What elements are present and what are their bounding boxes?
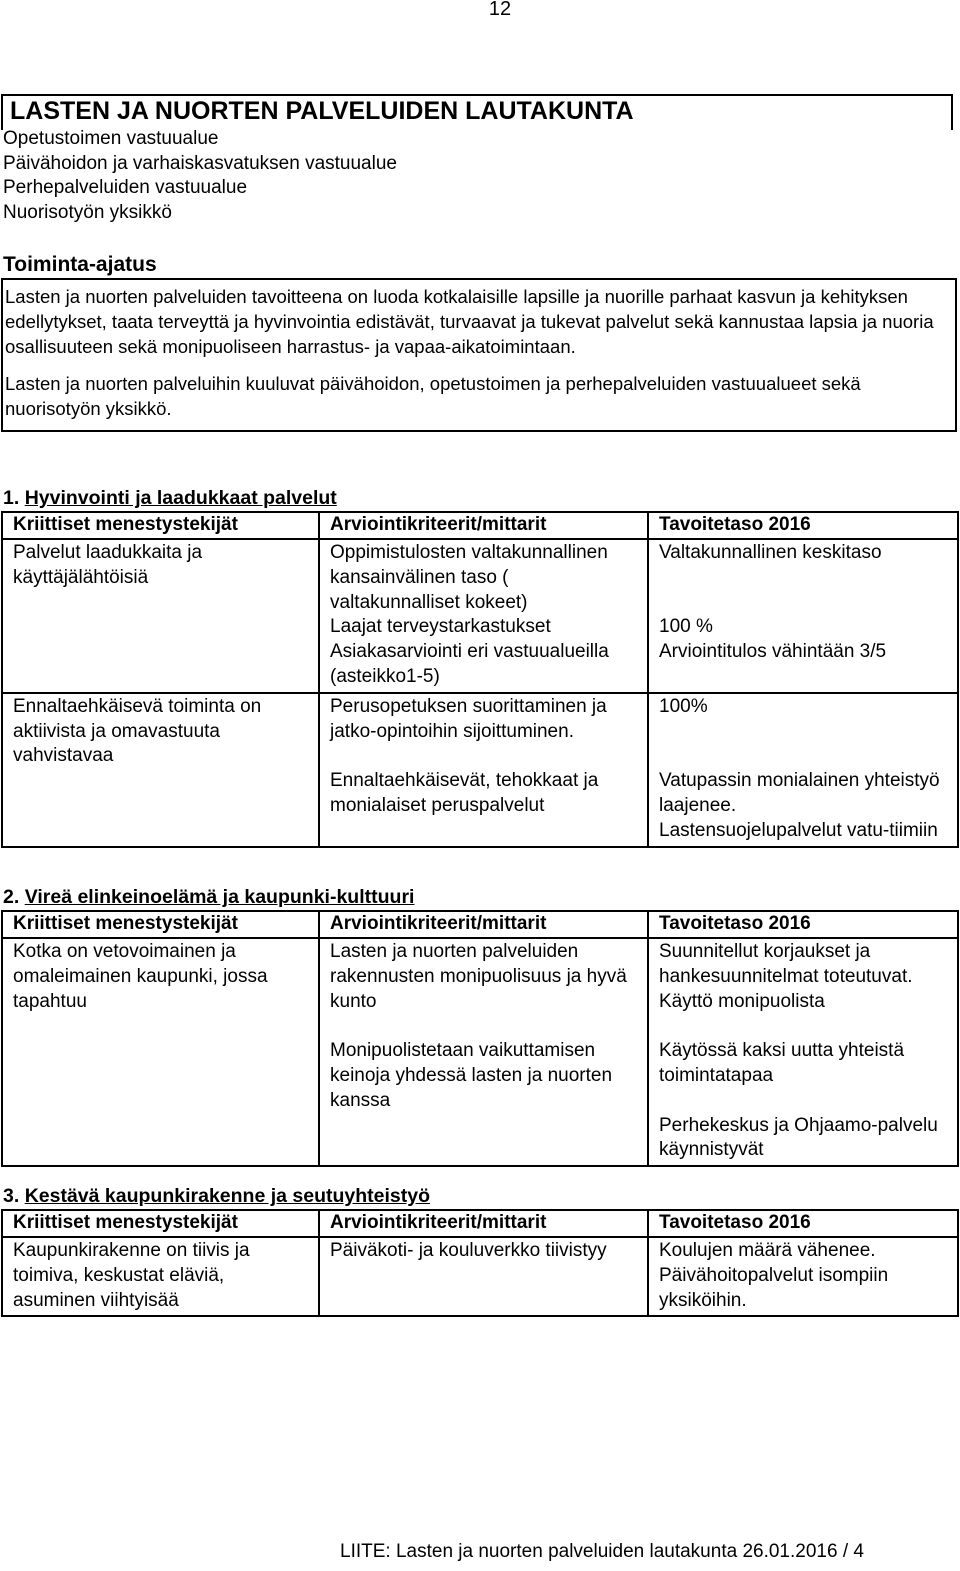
cell-factor: Kotka on vetovoimainen ja omaleimainen kaupunki, jossa tapahtuu xyxy=(2,938,319,1166)
table-row xyxy=(2,1237,958,1316)
header-critical-factors: Kriittiset menestystekijät xyxy=(2,512,319,539)
footer-note: LIITE: Lasten ja nuorten palveluiden lautakunta 26.01.2016 / 4 xyxy=(340,1541,864,1562)
target-item: Arviointitulos vähintään 3/5 xyxy=(659,641,887,663)
cell-criteria xyxy=(319,938,648,1166)
section-1-title xyxy=(3,486,337,510)
header-criteria: Arviointikriteerit/mittarit xyxy=(319,512,648,539)
criteria-item: Oppimistulosten valtakunnallinen kansainvälinen taso ( valtakunnalliset kokeet) xyxy=(330,542,608,613)
table-row xyxy=(2,938,958,1166)
cell-target xyxy=(648,539,958,693)
header-target: Tavoitetaso 2016 xyxy=(648,512,958,539)
section-3-title xyxy=(3,1184,430,1208)
target-item: Suunnitellut korjaukset ja hankesuunnitelmat toteutuvat. xyxy=(659,941,913,987)
toiminta-ajatus-heading: Toiminta-ajatus xyxy=(3,253,157,276)
section-1-name: Hyvinvointi ja laadukkaat palvelut xyxy=(24,487,337,509)
cell-target: Koulujen määrä vähenee. Päivähoitopalvelut isompiin yksiköihin. xyxy=(648,1237,958,1316)
table-header-row xyxy=(2,1210,958,1237)
table-row xyxy=(2,693,958,847)
header-critical-factors: Kriittiset menestystekijät xyxy=(2,911,319,938)
header-target: Tavoitetaso 2016 xyxy=(648,1210,958,1237)
unit-item: Opetustoimen vastuualue xyxy=(3,128,219,149)
unit-item: Päivähoidon ja varhaiskasvatuksen vastuualue xyxy=(3,152,397,174)
section-3-name: Kestävä kaupunkirakenne ja seutuyhteistyö xyxy=(24,1185,431,1207)
toiminta-ajatus-paragraph-1: Lasten ja nuorten palveluiden tavoitteena on luoda kotkalaisille lapsille ja nuorille parhaat kasvun ja kehityksen edellytykset, taata terveyttä ja hyvinvointia edistävät, turvaavat ja tukevat palvelut sekä kannustaa lapsia ja nuoria osallisuuteen sekä monipuoliseen harrastus- ja vapaa-aikatoimintaan. xyxy=(5,286,934,357)
section-2-table xyxy=(1,910,959,1167)
cell-criteria: Päiväkoti- ja kouluverkko tiivistyy xyxy=(319,1237,648,1316)
target-item: Käytössä kaksi uutta yhteistä toimintatapaa xyxy=(659,1040,905,1086)
target-item: Perhekeskus ja Ohjaamo-palvelu käynnistyvät xyxy=(659,1114,938,1161)
section-1-table xyxy=(1,511,959,848)
cell-criteria xyxy=(319,539,648,693)
page-title: LASTEN JA NUORTEN PALVELUIDEN LAUTAKUNTA xyxy=(10,97,634,125)
unit-item: Nuorisotyön yksikkö xyxy=(3,201,172,223)
section-3-table xyxy=(1,1209,959,1317)
target-item: 100% xyxy=(659,695,708,717)
criteria-item: Monipuolistetaan vaikuttamisen keinoja yhdessä lasten ja nuorten kanssa xyxy=(330,1040,613,1111)
target-item: Vatupassin monialainen yhteistyö laajenee. xyxy=(659,770,940,816)
cell-factor: Ennaltaehkäisevä toiminta on aktiivista ja omavastuuta vahvistavaa xyxy=(2,693,319,847)
header-criteria: Arviointikriteerit/mittarit xyxy=(319,911,648,938)
target-item: 100 % xyxy=(659,616,713,638)
table-header-row xyxy=(2,911,958,938)
criteria-item: Laajat terveystarkastukset xyxy=(330,616,551,638)
toiminta-ajatus-box xyxy=(1,278,957,432)
criteria-item: Perusopetuksen suorittaminen ja jatko-opintoihin sijoittuminen. xyxy=(330,695,607,742)
header-criteria: Arviointikriteerit/mittarit xyxy=(319,1210,648,1237)
section-3-number: 3. xyxy=(3,1185,25,1207)
target-item: Lastensuojelupalvelut vatu-tiimiin xyxy=(659,819,938,841)
toiminta-ajatus-paragraph-2: Lasten ja nuorten palveluihin kuuluvat päivähoidon, opetustoimen ja perhepalveluiden vastuualueet sekä nuorisotyön yksikkö. xyxy=(5,373,861,419)
section-1-number: 1. xyxy=(3,487,25,509)
header-critical-factors: Kriittiset menestystekijät xyxy=(2,1210,319,1237)
cell-factor: Palvelut laadukkaita ja käyttäjälähtöisiä xyxy=(2,539,319,693)
cell-target xyxy=(648,693,958,847)
criteria-item: Asiakasarviointi eri vastuualueilla (asteikko1-5) xyxy=(330,641,609,687)
table-row xyxy=(2,539,958,693)
table-header-row xyxy=(2,512,958,539)
target-item: Valtakunnallinen keskitaso xyxy=(659,542,882,563)
section-2-title xyxy=(3,885,414,909)
cell-factor: Kaupunkirakenne on tiivis ja toimiva, keskustat eläviä, asuminen viihtyisää xyxy=(2,1237,319,1316)
page-number: 12 xyxy=(488,0,512,20)
unit-item: Perhepalveluiden vastuualue xyxy=(3,177,248,198)
unit-list xyxy=(3,127,397,225)
criteria-item: Ennaltaehkäisevät, tehokkaat ja monialaiset peruspalvelut xyxy=(330,770,599,816)
criteria-item: Lasten ja nuorten palveluiden rakennusten monipuolisuus ja hyvä kunto xyxy=(330,941,627,1012)
cell-criteria xyxy=(319,693,648,847)
section-2-number: 2. xyxy=(3,886,25,908)
header-target: Tavoitetaso 2016 xyxy=(648,911,958,938)
section-2-name: Vireä elinkeinoelämä ja kaupunki-kulttuuri xyxy=(24,886,415,908)
target-item: Käyttö monipuolista xyxy=(659,990,825,1012)
cell-target xyxy=(648,938,958,1166)
